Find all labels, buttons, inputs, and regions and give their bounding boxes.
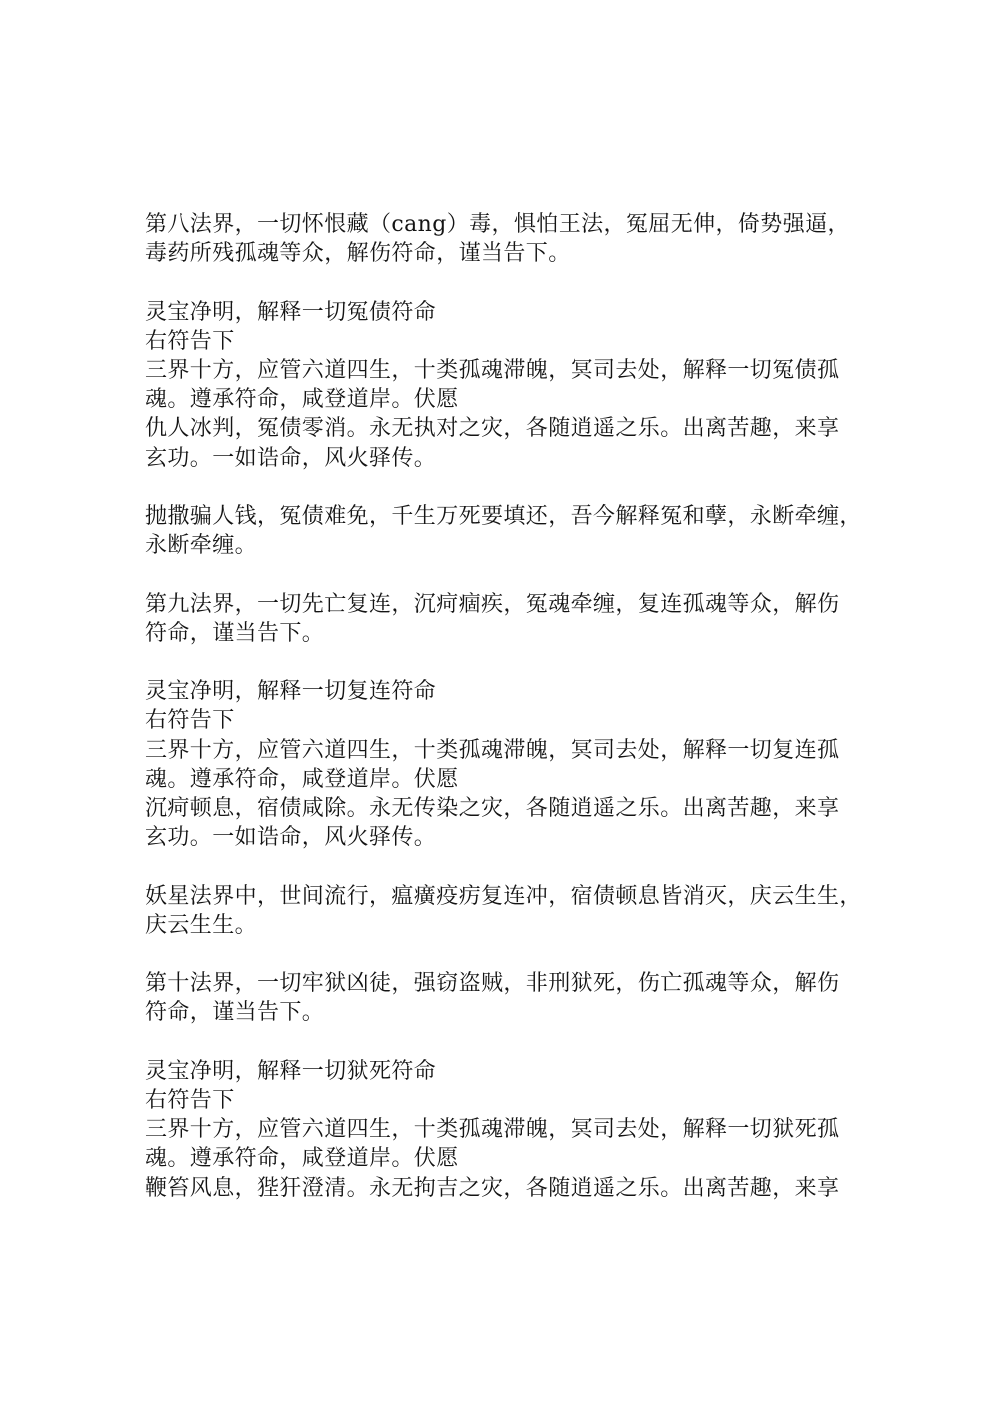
text-line: 第九法界，一切先亡复连，沉疴痼疾，冤魂牵缠，复连孤魂等众，解伤 — [145, 591, 840, 617]
text-line: 仇人冰判，冤债零消。永无执对之灾，各随逍遥之乐。出离苦趣，来享 — [145, 416, 840, 442]
text-line: 魂。遵承符命，咸登道岸。伏愿 — [145, 1146, 459, 1172]
text-line: 魂。遵承符命，咸登道岸。伏愿 — [145, 387, 459, 413]
paragraph-eighth-realm — [145, 210, 865, 268]
text-line: 右符告下 — [145, 328, 235, 354]
paragraph-talisman-grievance — [145, 298, 865, 473]
text-line: 魂。遵承符命，咸登道岸。伏愿 — [145, 766, 459, 792]
text-line: 玄功。一如诰命，风火驿传。 — [145, 445, 437, 471]
text-line: 三界十方，应管六道四生，十类孤魂滞魄，冥司去处，解释一切狱死孤 — [145, 1117, 840, 1143]
text-line: 抛撒骗人钱，冤债难免，千生万死要填还，吾今解释冤和孽，永断牵缠， — [145, 504, 862, 529]
text-line: 玄功。一如诰命，风火驿传。 — [145, 825, 437, 851]
paragraph-tenth-realm — [145, 969, 865, 1027]
paragraph-ninth-realm — [145, 590, 865, 648]
text-line: 妖星法界中，世间流行，瘟癀疫疠复连冲，宿债顿息皆消灭，庆云生生， — [145, 883, 862, 909]
text-line: 鞭笞风息，狴犴澄清。永无拘吉之灾，各随逍遥之乐。出离苦趣，来享 — [145, 1175, 840, 1201]
text-line: 沉疴顿息，宿债咸除。永无传染之灾，各随逍遥之乐。出离苦趣，来享 — [145, 796, 840, 821]
text-line: 符命，谨当告下。 — [145, 620, 325, 646]
document-page — [145, 210, 865, 1232]
text-line: 三界十方，应管六道四生，十类孤魂滞魄，冥司去处，解释一切冤债孤 — [145, 358, 840, 383]
text-line: 符命，谨当告下。 — [145, 1000, 325, 1026]
paragraph-verse-grievance — [145, 502, 865, 560]
text-line: 三界十方，应管六道四生，十类孤魂滞魄，冥司去处，解释一切复连孤 — [145, 737, 840, 763]
paragraph-talisman-fulian — [145, 677, 865, 852]
text-line: 右符告下 — [145, 708, 235, 734]
text-line: 永断牵缠。 — [145, 533, 258, 559]
text-line: 灵宝净明，解释一切复连符命 — [145, 679, 437, 705]
text-line: 第八法界，一切怀恨藏（cang）毒，惧怕王法，冤屈无伸，倚势强逼， — [145, 212, 850, 237]
text-line: 灵宝净明，解释一切冤债符命 — [145, 299, 437, 325]
text-line: 右符告下 — [145, 1087, 235, 1113]
text-line: 灵宝净明，解释一切狱死符命 — [145, 1058, 437, 1084]
paragraph-talisman-prison — [145, 1057, 865, 1203]
paragraph-verse-demon-star — [145, 882, 865, 940]
text-line: 庆云生生。 — [145, 912, 258, 938]
text-line: 第十法界，一切牢狱凶徒，强窃盗贼，非刑狱死，伤亡孤魂等众，解伤 — [145, 971, 840, 997]
text-line: 毒药所残孤魂等众，解伤符命，谨当告下。 — [145, 241, 571, 267]
